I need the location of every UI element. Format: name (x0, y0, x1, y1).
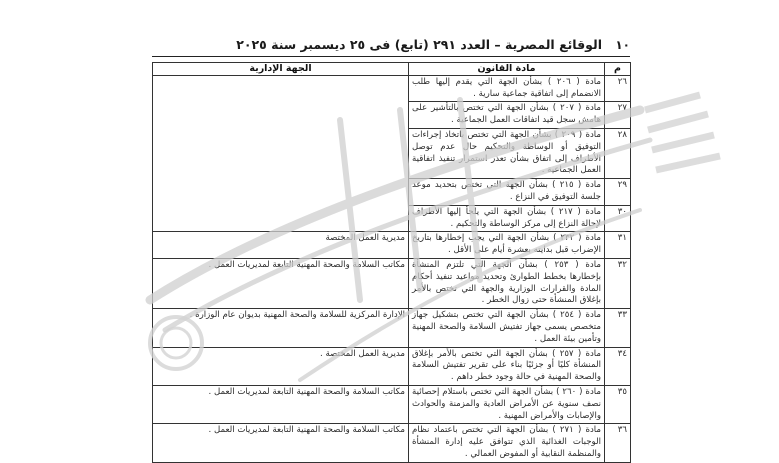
authority-cell: مديرية العمل المختصة . (153, 347, 409, 385)
article-cell: مادة ( ٢٧١ ) بشأن الجهة التي تختص باعتماد نظام الوجبات الغذائية الذي تتوافق عليه إدارة المنشأة والمنظمة النقابية أو المفوض العمالي . (409, 424, 605, 462)
page-header (152, 36, 630, 56)
article-cell: مادة ( ٢٠٦ ) بشأن الجهة التي يقدم إليها طلب الانضمام إلى اتفاقية جماعية سارية . (409, 75, 605, 102)
authority-cell: مديرية العمل المختصة (153, 232, 409, 259)
article-cell: مادة ( ٢٠٧ ) بشأن الجهة التي تختص بالتأشير على هامش سجل قيد اتفاقات العمل الجماعية . (409, 102, 605, 129)
row-number: ٣٥ (605, 385, 631, 423)
authority-cell: مكاتب السلامة والصحة المهنية التابعة لمديريات العمل . (153, 385, 409, 423)
article-cell: مادة ( ٢٥٤ ) بشأن الجهة التي تختص بتشكيل جهاز متخصص يسمى جهاز تفتيش السلامة والصحة المهنية وتأمين بيئة العمل . (409, 309, 605, 347)
header-divider (152, 56, 630, 57)
column-header-article: مادة القانون (409, 63, 605, 76)
authority-cell: مكاتب السلامة والصحة المهنية التابعة لمديريات العمل . (153, 424, 409, 462)
article-cell: مادة ( ٢٥٣ ) بشأن الجهة التي تلتزم المنشأة بإخطارها بخطط الطوارئ وتحديد مواعيد تنفيذ أحكام المادة والقرارات الوزارية والجهة التي تختص بالأمر بإغلاق المنشأة حتى زوال الخطر . (409, 258, 605, 308)
authority-cell (153, 75, 409, 232)
row-number: ٣٢ (605, 258, 631, 308)
row-number: ٢٦ (605, 75, 631, 102)
table-row (153, 232, 631, 259)
page-number: ١٠ (615, 38, 630, 52)
article-cell: مادة ( ٢٣٢ ) بشأن الجهة التي يجب إخطارها بتاريخ الإضراب قبل بدايته بعشرة أيام على الأقل . (409, 232, 605, 259)
article-cell: مادة ( ٢٥٧ ) بشأن الجهة التي تختص بالأمر بإغلاق المنشأة كليًا أو جزئيًا بناء على تقرير تفتيش السلامة والصحة المهنية في حالة وجود خطر داهم . (409, 347, 605, 385)
article-cell: مادة ( ٢٦٠ ) بشأن الجهة التي تختص باستلام إحصائية نصف سنوية عن الأمراض العادية والمزمنة والحوادث والإصابات والأمراض المهنية . (409, 385, 605, 423)
article-cell: مادة ( ٢١٧ ) بشأن الجهة التي يلجأ إليها الأطراف لإحالة النزاع إلى مركز الوساطة والتحكيم . (409, 205, 605, 232)
row-number: ٣٠ (605, 205, 631, 232)
table-row (153, 75, 631, 102)
authority-cell: الإدارة المركزية للسلامة والصحة المهنية بديوان عام الوزارة . (153, 309, 409, 347)
table-row (153, 347, 631, 385)
table-header-row (153, 63, 631, 76)
table-row (153, 424, 631, 462)
row-number: ٢٨ (605, 128, 631, 178)
gazette-issue-line: الوقائع المصرية – العدد ٢٩١ (تابع) فى ٢٥ ديسمبر سنة ٢٠٢٥ (236, 37, 602, 52)
row-number: ٣٦ (605, 424, 631, 462)
table-row (153, 258, 631, 308)
article-cell: مادة ( ٢١٥ ) بشأن الجهة التي تختص بتحديد موعد جلسة التوفيق في النزاع . (409, 179, 605, 206)
law-articles-table (152, 62, 631, 463)
row-number: ٣٤ (605, 347, 631, 385)
authority-cell: مكاتب السلامة والصحة المهنية التابعة لمديريات العمل . (153, 258, 409, 308)
column-header-number: م (605, 63, 631, 76)
article-cell: مادة ( ٢٠٩ ) بشأن الجهة التي تختص باتخاذ إجراءات التوفيق أو الوساطة والتحكيم حال عدم توصل الأطراف إلى اتفاق بشأن تعذر استمرار تنفيذ اتفاقية العمل الجماعية . (409, 128, 605, 178)
row-number: ٣١ (605, 232, 631, 259)
table-row (153, 309, 631, 347)
row-number: ٢٧ (605, 102, 631, 129)
row-number: ٣٣ (605, 309, 631, 347)
row-number: ٢٩ (605, 179, 631, 206)
column-header-authority: الجهة الإدارية (153, 63, 409, 76)
table-row (153, 385, 631, 423)
